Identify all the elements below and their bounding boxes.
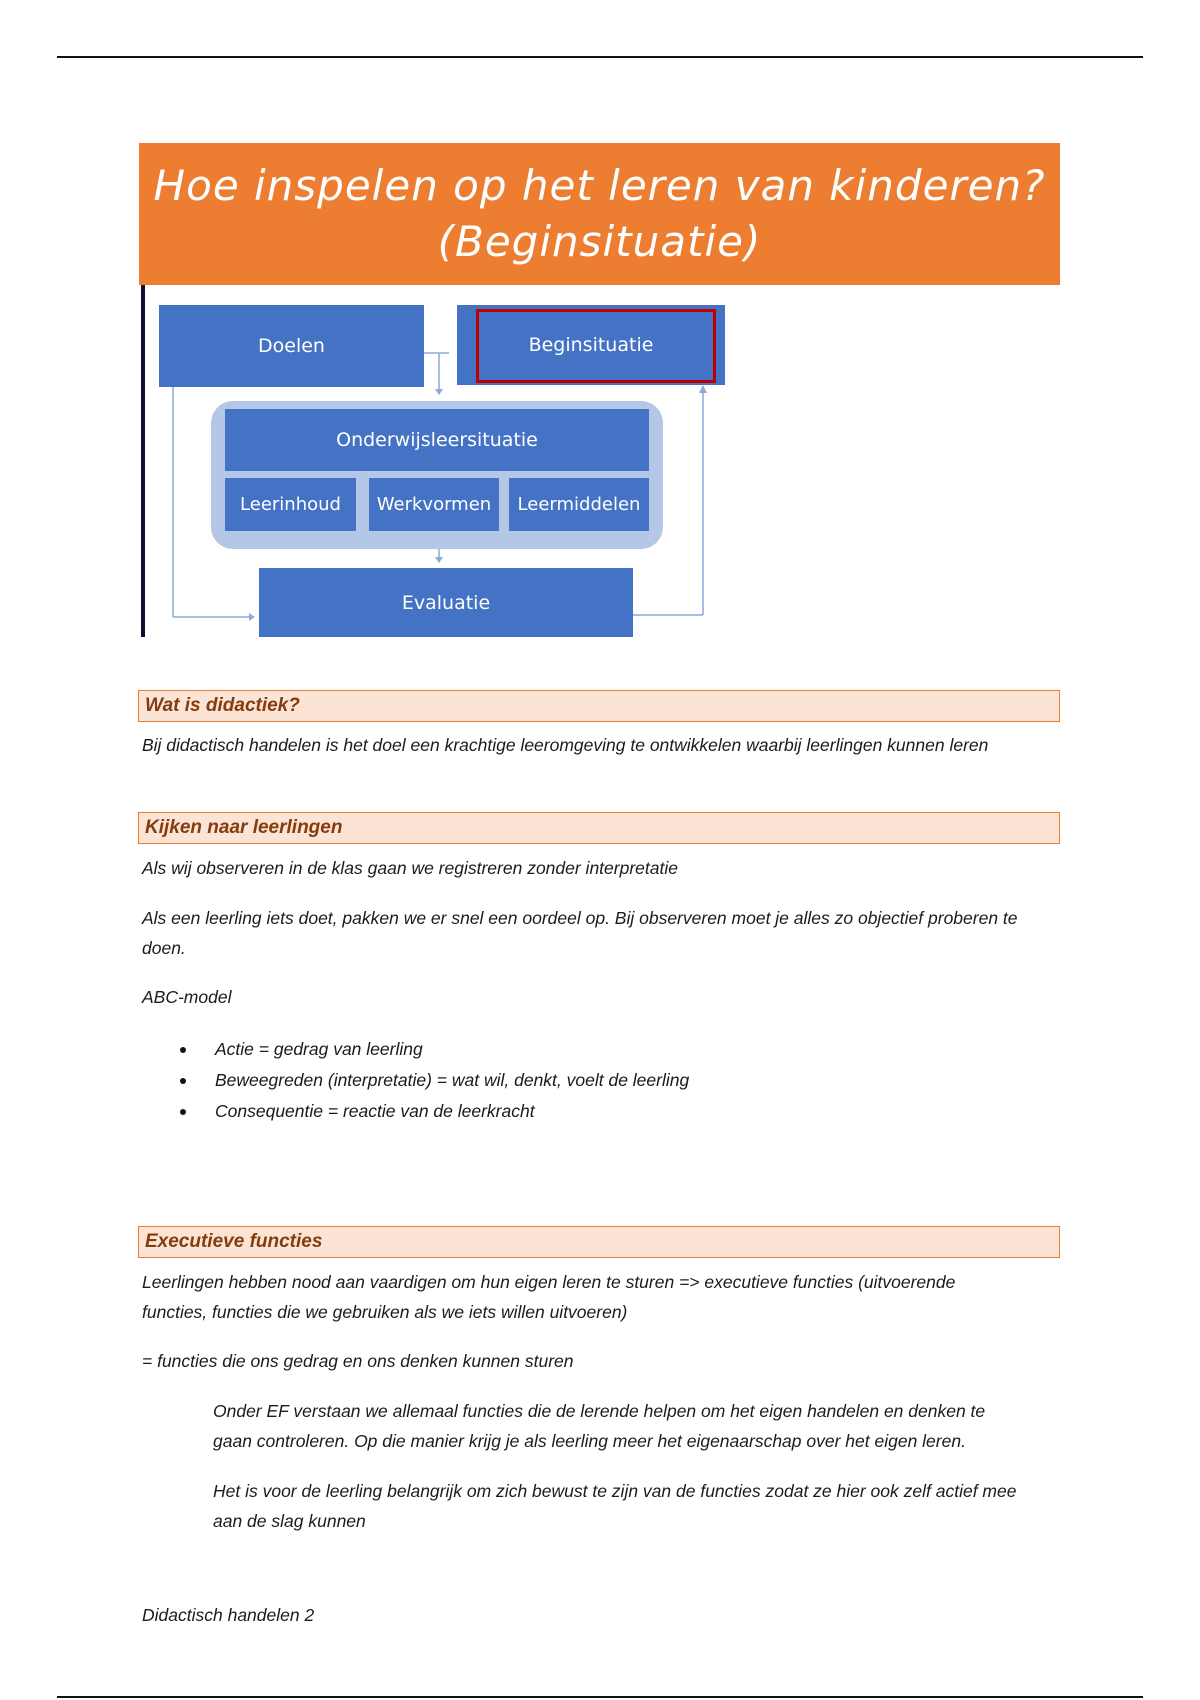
list-item — [142, 1096, 1042, 1127]
list-item-text: Beweegreden (interpretatie) = wat wil, denkt, voelt de leerling — [215, 1070, 690, 1090]
leerlingen-paragraph-2 — [142, 903, 1060, 963]
list-item-text: Consequentie = reactie van de leerkracht — [215, 1101, 535, 1121]
leerlingen-paragraph-1: Als wij observeren in de klas gaan we registreren zonder interpretatie — [142, 858, 678, 878]
arrow-head-left-loop — [249, 613, 255, 621]
executief-quote-1 — [213, 1396, 1063, 1456]
bullet-icon — [180, 1078, 186, 1084]
title-line-1: Hoe inspelen op het leren van kinderen? — [153, 161, 1046, 210]
list-item — [142, 1034, 1042, 1065]
section-heading-didactiek: Wat is didactiek? — [138, 690, 1060, 722]
beginsituatie-highlight — [476, 309, 716, 383]
bottom-rule — [57, 1696, 1143, 1698]
leerlingen-paragraph-2-line-2: doen. — [142, 938, 186, 958]
executief-paragraph-2: = functies die ons gedrag en ons denken kunnen sturen — [142, 1351, 574, 1371]
onderwijsleersituatie-box: Onderwijsleersituatie — [225, 409, 649, 471]
arrow-head-right-loop — [699, 385, 707, 393]
top-rule — [57, 56, 1143, 58]
section-heading-leerlingen: Kijken naar leerlingen — [138, 812, 1060, 844]
executief-quote-1-line-2: gaan controleren. Op die manier krijg je als leerling meer het eigenaarschap over het eigen leren. — [213, 1431, 966, 1451]
didactiek-paragraph: Bij didactisch handelen is het doel een krachtige leeromgeving te ontwikkelen waarbij leerlingen kunnen leren — [142, 735, 989, 755]
list-item-text: Actie = gedrag van leerling — [215, 1039, 423, 1059]
section-heading-executieve-functies: Executieve functies — [138, 1226, 1060, 1258]
leerlingen-paragraph-2-line-1: Als een leerling iets doet, pakken we er snel een oordeel op. Bij observeren moet je alles zo objectief proberen te — [142, 908, 1018, 928]
abc-model-list — [142, 1034, 1042, 1127]
bullet-icon — [180, 1109, 186, 1115]
leermiddelen-box: Leermiddelen — [509, 478, 649, 531]
executief-quote-2-line-2: aan de slag kunnen — [213, 1511, 366, 1531]
leerinhoud-box: Leerinhoud — [225, 478, 356, 531]
executief-quote-1-line-1: Onder EF verstaan we allemaal functies die de lerende helpen om het eigen handelen en denken te — [213, 1401, 986, 1421]
list-item — [142, 1065, 1042, 1096]
page-footer: Didactisch handelen 2 — [142, 1605, 315, 1625]
arrow-head-ows — [435, 389, 443, 395]
arrow-head-evaluatie — [435, 557, 443, 563]
executief-paragraph-1-line-2: functies, functies die we gebruiken als we iets willen uitvoeren) — [142, 1302, 628, 1322]
beginsituatie-box: Beginsituatie — [457, 305, 725, 385]
evaluatie-box: Evaluatie — [259, 568, 633, 637]
werkvormen-box: Werkvormen — [369, 478, 499, 531]
didactic-model-diagram — [139, 285, 739, 637]
executief-paragraph-1-line-1: Leerlingen hebben nood aan vaardigen om hun eigen leren te sturen => executieve functies (uitvoerende — [142, 1272, 956, 1292]
executief-paragraph-1 — [142, 1267, 1060, 1327]
title-banner — [139, 143, 1060, 285]
title-line-2: (Beginsituatie) — [437, 217, 762, 266]
abc-model-label: ABC-model — [142, 987, 232, 1007]
bullet-icon — [180, 1047, 186, 1053]
executief-quote-2-line-1: Het is voor de leerling belangrijk om zich bewust te zijn van de functies zodat ze hier ook zelf actief mee — [213, 1481, 1017, 1501]
executief-quote-2 — [213, 1476, 1063, 1536]
diagram-left-bar — [141, 285, 145, 637]
doelen-box: Doelen — [159, 305, 424, 387]
